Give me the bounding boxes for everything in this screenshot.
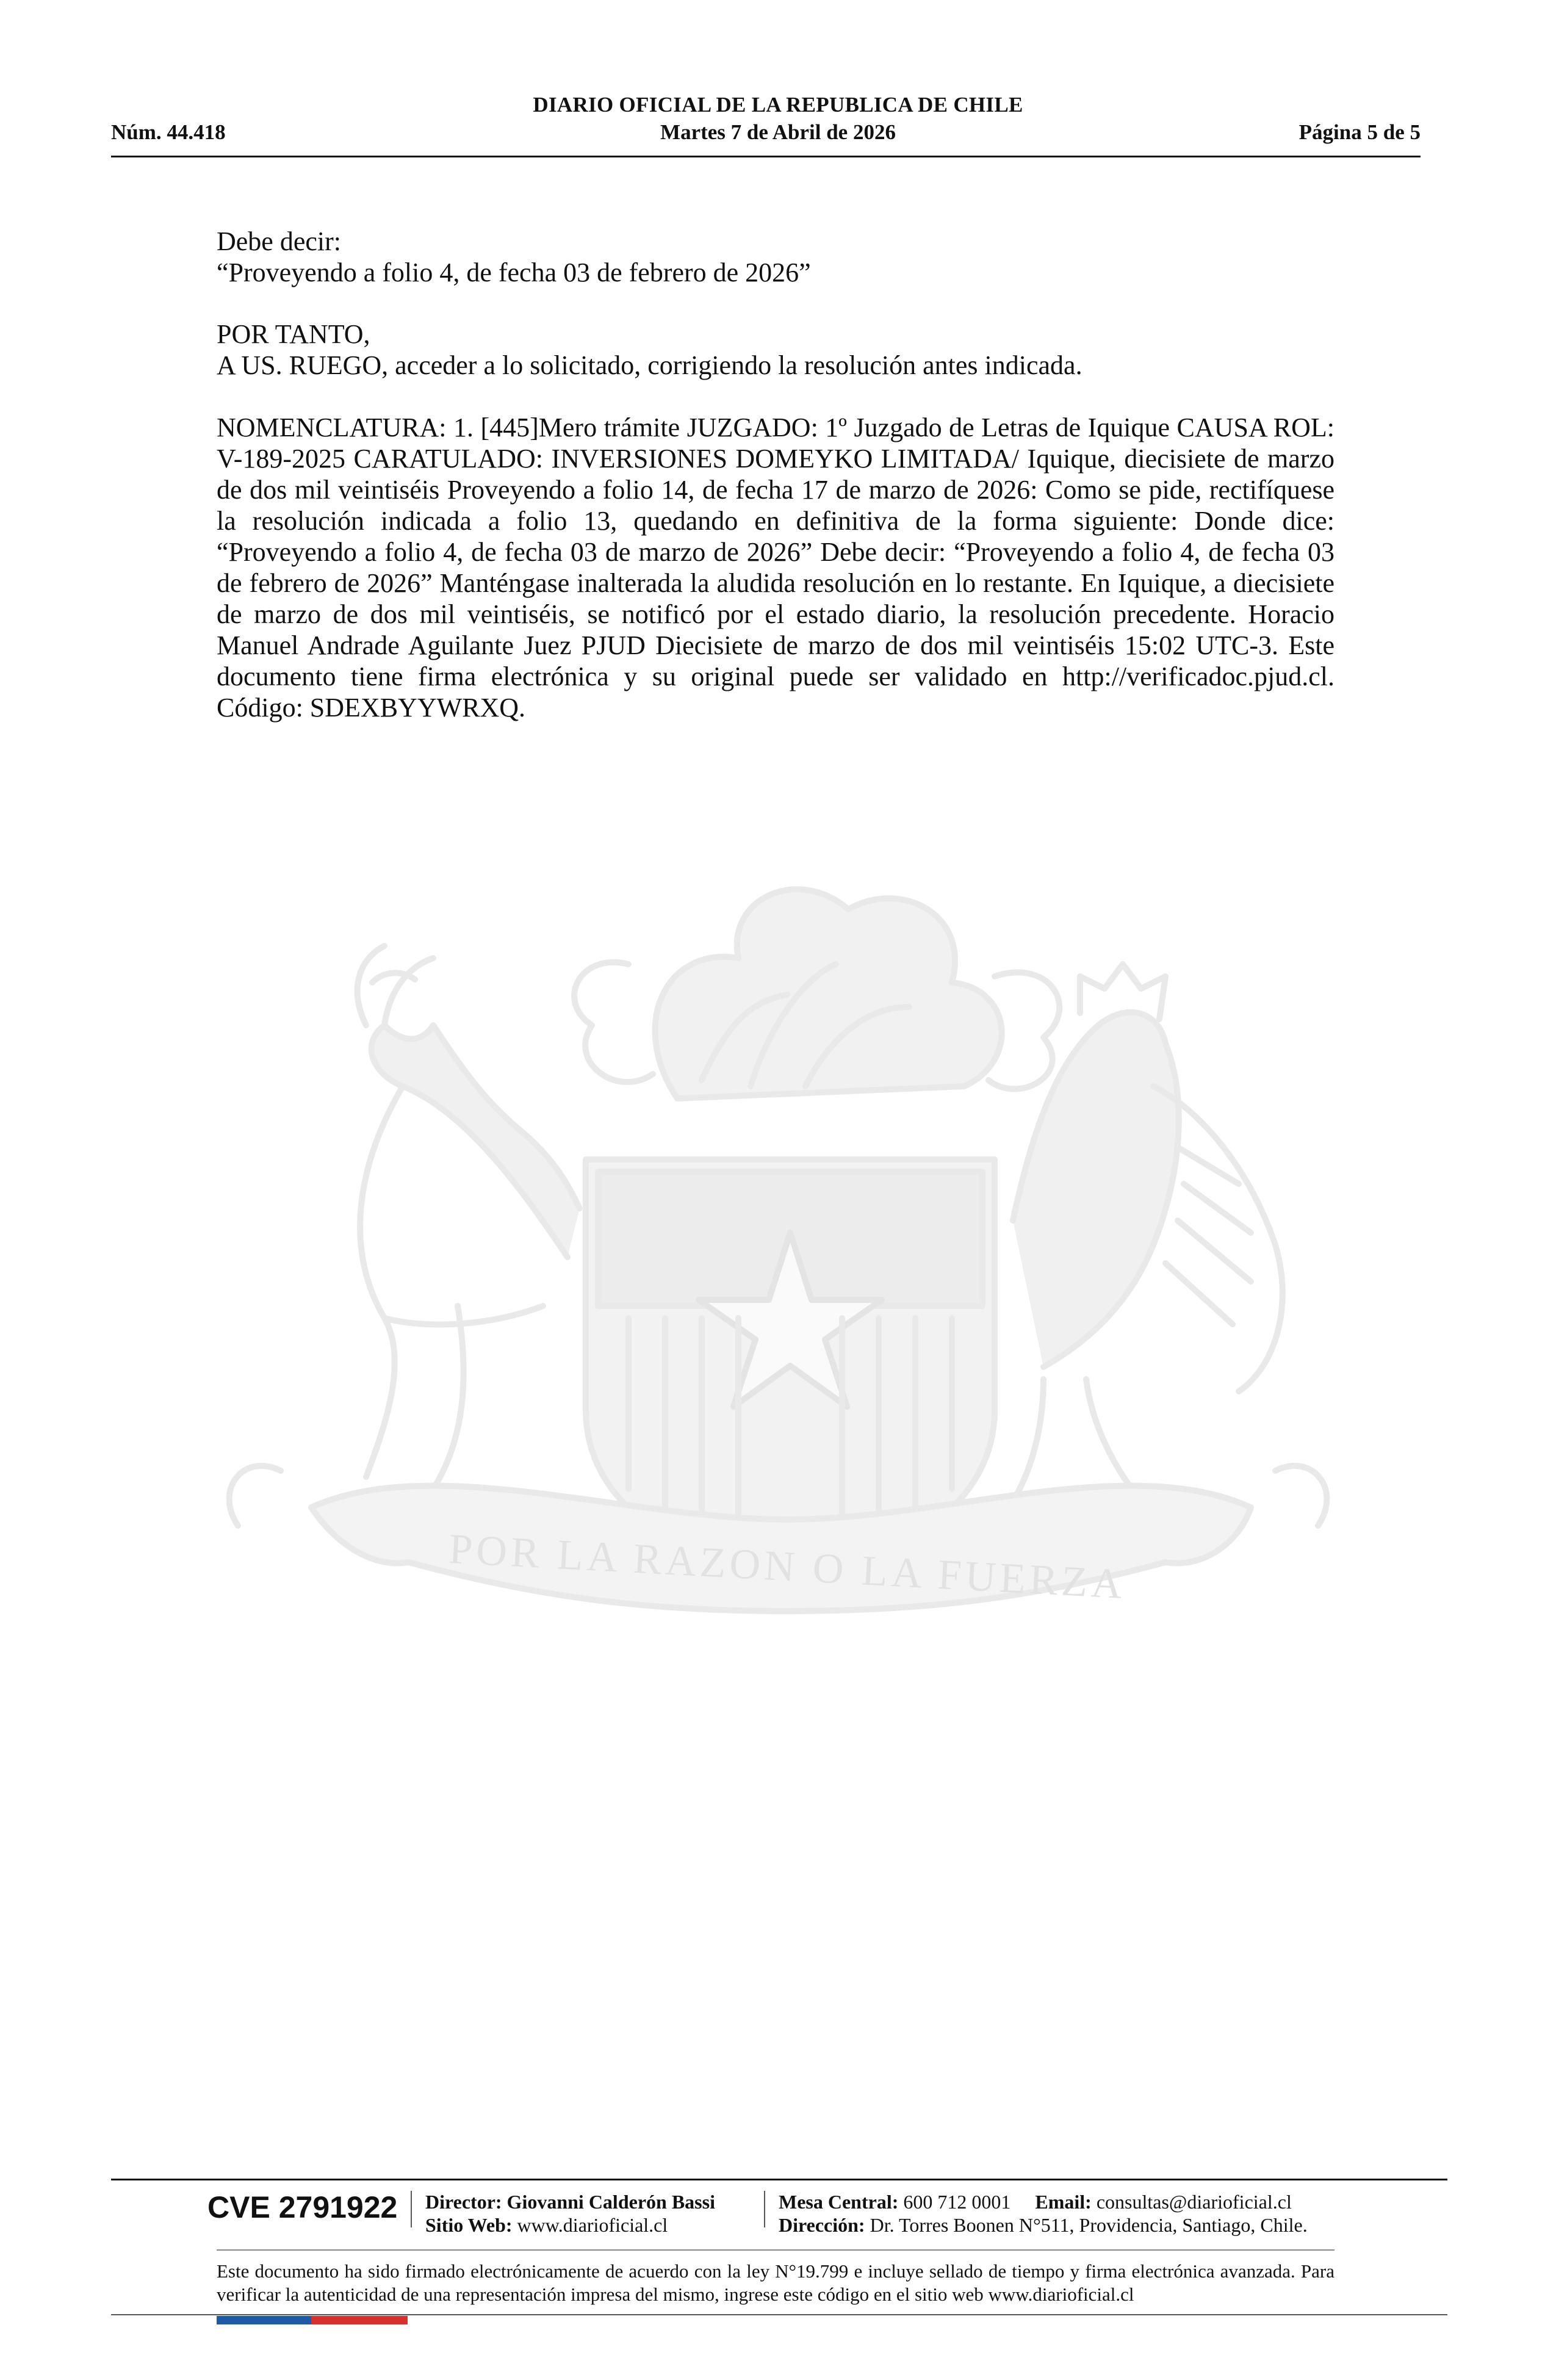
- condor-icon: [1013, 964, 1283, 1501]
- flag-stripe-blue: [217, 2316, 311, 2324]
- website-label: Sitio Web:: [425, 2214, 513, 2236]
- flag-stripe-red: [311, 2316, 408, 2324]
- director-name: Giovanni Calderón Bassi: [506, 2191, 715, 2213]
- email-link[interactable]: consultas@diarioficial.cl: [1096, 2191, 1292, 2213]
- motto-text: POR LA RAZON O LA FUERZA: [447, 1525, 1127, 1609]
- footer-divider-mid: [217, 2249, 1334, 2251]
- address-value: Dr. Torres Boonen N°511, Providencia, Santiago, Chile.: [870, 2214, 1308, 2236]
- website-link[interactable]: www.diarioficial.cl: [517, 2214, 668, 2236]
- mesa-central-phone: 600 712 0001: [903, 2191, 1011, 2213]
- header-divider: [111, 156, 1421, 157]
- newspaper-title: DIARIO OFICIAL DE LA REPUBLICA DE CHILE: [533, 93, 1023, 117]
- cve-code: CVE 2791922: [207, 2190, 398, 2224]
- plume-crest-icon: [574, 889, 1059, 1098]
- debe-decir-text: “Proveyendo a folio 4, de fecha 03 de febrero de 2026”: [217, 258, 811, 287]
- footer-separator: [411, 2191, 412, 2227]
- director-label: Director:: [425, 2191, 502, 2213]
- coat-of-arms-watermark: [201, 842, 1355, 1672]
- issue-date: Martes 7 de Abril de 2026: [660, 120, 896, 144]
- por-tanto-label: POR TANTO,: [217, 319, 370, 349]
- paragraph-por-tanto: [217, 319, 1334, 381]
- address-line: [779, 2214, 1308, 2237]
- address-label: Dirección:: [779, 2214, 865, 2236]
- mesa-central-label: Mesa Central:: [779, 2191, 899, 2213]
- legal-notice: Este documento ha sido firmado electrónicamente de acuerdo con la ley N°19.799 e incluye sellado de tiempo y firma electrónica avanzada. Para verificar la autenticidad de una representación impresa del mismo, ingrese este código en el sitio web www.diarioficial.cl: [217, 2260, 1334, 2305]
- contact-line: [779, 2191, 1292, 2213]
- huemul-deer-icon: [358, 946, 580, 1489]
- director-line: [425, 2191, 715, 2213]
- email-label: Email:: [1035, 2191, 1092, 2213]
- paragraph-nomenclatura: [217, 412, 1334, 723]
- por-tanto-text: A US. RUEGO, acceder a lo solicitado, corrigiendo la resolución antes indicada.: [217, 350, 1082, 380]
- issue-number: Núm. 44.418: [111, 120, 226, 144]
- page-number: Página 5 de 5: [1298, 120, 1421, 144]
- footer-separator: [764, 2191, 765, 2227]
- nomenclatura-text: NOMENCLATURA: 1. [445]Mero trámite JUZGADO: 1º Juzgado de Letras de Iquique CAUSA ROL: V-189-2025 CARATULADO: INVERSIONES DOMEYKO LIMITADA/ Iquique, diecisiete de marzo de dos mil veintiséis Proveyendo a folio 14, de fecha 17 de marzo de 2026: Como se pide, rectifíquese la resolución indicada a folio 13, quedando en definitiva de la forma siguiente: Donde dice: “Proveyendo a folio 4, de fecha 03 de marzo de 2026” Debe decir: “Proveyendo a folio 4, de fecha 03 de febrero de 2026” Manténgase inalterada la aludida resolución en lo restante. En Iquique, a diecisiete de marzo de dos mil veintiséis, se notificó por el estado diario, la resolución precedente. Horacio Manuel Andrade Aguilante Juez PJUD Diecisiete de marzo de dos mil veintiséis 15:02 UTC-3. Este documento tiene firma electrónica y su original puede ser validado en http://verificadoc.pjud.cl. Código: SDEXBYYWRXQ.: [217, 413, 1334, 723]
- debe-decir-label: Debe decir:: [217, 226, 341, 256]
- footer-divider-bottom: [111, 2314, 1447, 2315]
- footer-divider-top: [111, 2179, 1447, 2180]
- website-line: [425, 2214, 668, 2237]
- paragraph-debe-decir: [217, 226, 1334, 288]
